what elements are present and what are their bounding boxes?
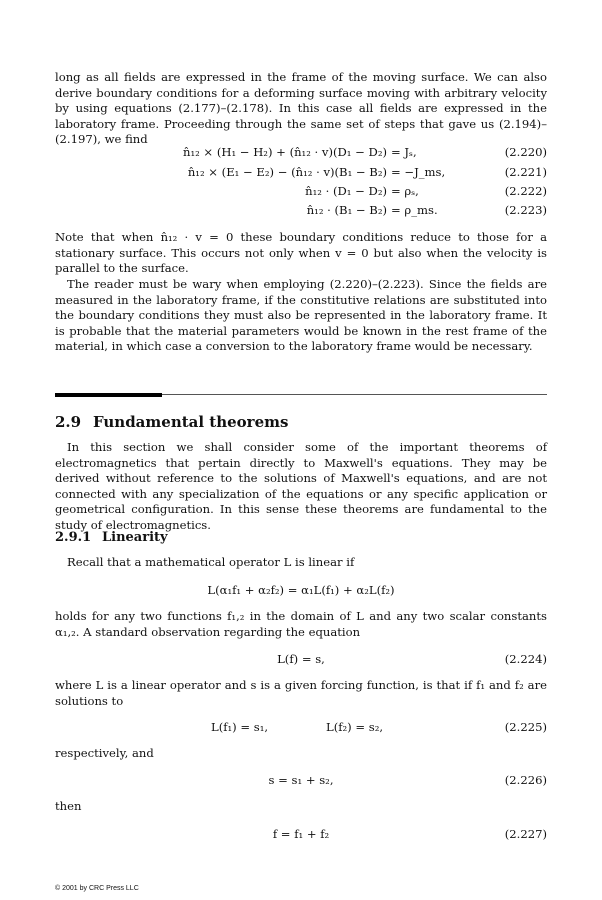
paragraph-wary: The reader must be wary when employing (2.220)–(2.223). Since the fields are measured in the laboratory frame, if the constitutive relations are substituted into the boundary conditions they must also be represented in the laboratory frame. It is probable that the material parameters would be known in the rest frame of the material, in which case a conversion to the laboratory frame would be necessary. <box>55 277 547 354</box>
subsection-title: Linearity <box>102 530 168 545</box>
equation-part-a: L(f₁) = s₁, <box>211 720 269 734</box>
equation-2-226 <box>55 772 547 788</box>
section-rule-accent <box>55 393 162 397</box>
paragraph-linear-operator: where L is a linear operator and s is a given forcing function, is that if f₁ and f₂ are solutions to <box>55 678 547 708</box>
equation-2-224 <box>55 651 547 667</box>
equation-rhs: = ρ_ms. <box>391 203 438 217</box>
equation-number: (2.227) <box>504 827 547 841</box>
equation-part-b: L(f₂) = s₂, <box>326 720 384 734</box>
equation-rhs: = Jₛ, <box>391 145 417 159</box>
section-title: Fundamental theorems <box>93 413 289 431</box>
equation-lhs: n̂₁₂ × (E₁ − E₂) − (n̂₁₂ · v)(B₁ − B₂) <box>187 165 387 179</box>
equation-2-227 <box>55 826 547 842</box>
copyright-footer: © 2001 by CRC Press LLC <box>55 885 139 892</box>
equation-number: (2.225) <box>504 720 547 734</box>
equation-number: (2.222) <box>504 184 547 198</box>
text-respectively: respectively, and <box>55 746 154 760</box>
text-then: then <box>55 799 82 813</box>
equation-rhs: = −J_ms, <box>391 165 446 179</box>
equation-number: (2.223) <box>504 203 547 217</box>
paragraph-fundamental-intro: In this section we shall consider some of the important theorems of electromagnetics that pertain directly to Maxwell's equations. They may be derived without reference to the solutions of Maxwell's equations, and are not connected with any specialization of the equations or any specific application or geometrical configuration. In this sense these theorems are fundamental to the study of electromagnetics. <box>55 440 547 532</box>
subsection-number: 2.9.1 <box>55 530 92 545</box>
equation-2-220 <box>55 144 547 160</box>
equation-number: (2.224) <box>504 652 547 666</box>
equation-lhs: n̂₁₂ × (H₁ − H₂) + (n̂₁₂ · v)(D₁ − D₂) <box>182 145 387 159</box>
equation-2-221 <box>55 164 547 180</box>
equation-expression: L(f) = s, <box>277 652 325 666</box>
equation-lhs: n̂₁₂ · (D₁ − D₂) <box>305 184 387 198</box>
paragraph-moving-surface: long as all fields are expressed in the frame of the moving surface. We can also derive boundary conditions for a deforming surface moving with arbitrary velocity by using equations (2.177)–(2.178). In this case all fields are expressed in the laboratory frame. Proceeding through the same set of steps that gave us (2.194)–(2.197), we find <box>55 70 547 147</box>
equation-2-223 <box>55 202 547 218</box>
paragraph-standard-observation: holds for any two functions f₁,₂ in the domain of L and any two scalar constants α₁,₂. A standard observation regarding the equation <box>55 609 547 639</box>
equation-lhs: n̂₁₂ · (B₁ − B₂) <box>306 203 387 217</box>
equation-number: (2.220) <box>504 145 547 159</box>
equation-expression: L(α₁f₁ + α₂f₂) = α₁L(f₁) + α₂L(f₂) <box>207 583 395 597</box>
equation-rhs: = ρₛ, <box>391 184 419 198</box>
equation-number: (2.226) <box>504 773 547 787</box>
equation-expression: s = s₁ + s₂, <box>268 773 334 787</box>
paragraph-stationary-note: Note that when n̂₁₂ · v = 0 these boundary conditions reduce to those for a stationary surface. This occurs not only when v = 0 but also when the velocity is parallel to the surface. <box>55 230 547 276</box>
section-heading <box>55 413 288 431</box>
equation-expression: f = f₁ + f₂ <box>272 827 330 841</box>
subsection-heading <box>55 530 168 545</box>
paragraph-linear-def: Recall that a mathematical operator L is linear if <box>67 555 355 569</box>
equation-2-222 <box>55 183 547 199</box>
equation-linearity <box>55 582 547 598</box>
section-number: 2.9 <box>55 413 82 431</box>
equation-number: (2.221) <box>504 165 547 179</box>
equation-2-225 <box>55 719 547 735</box>
